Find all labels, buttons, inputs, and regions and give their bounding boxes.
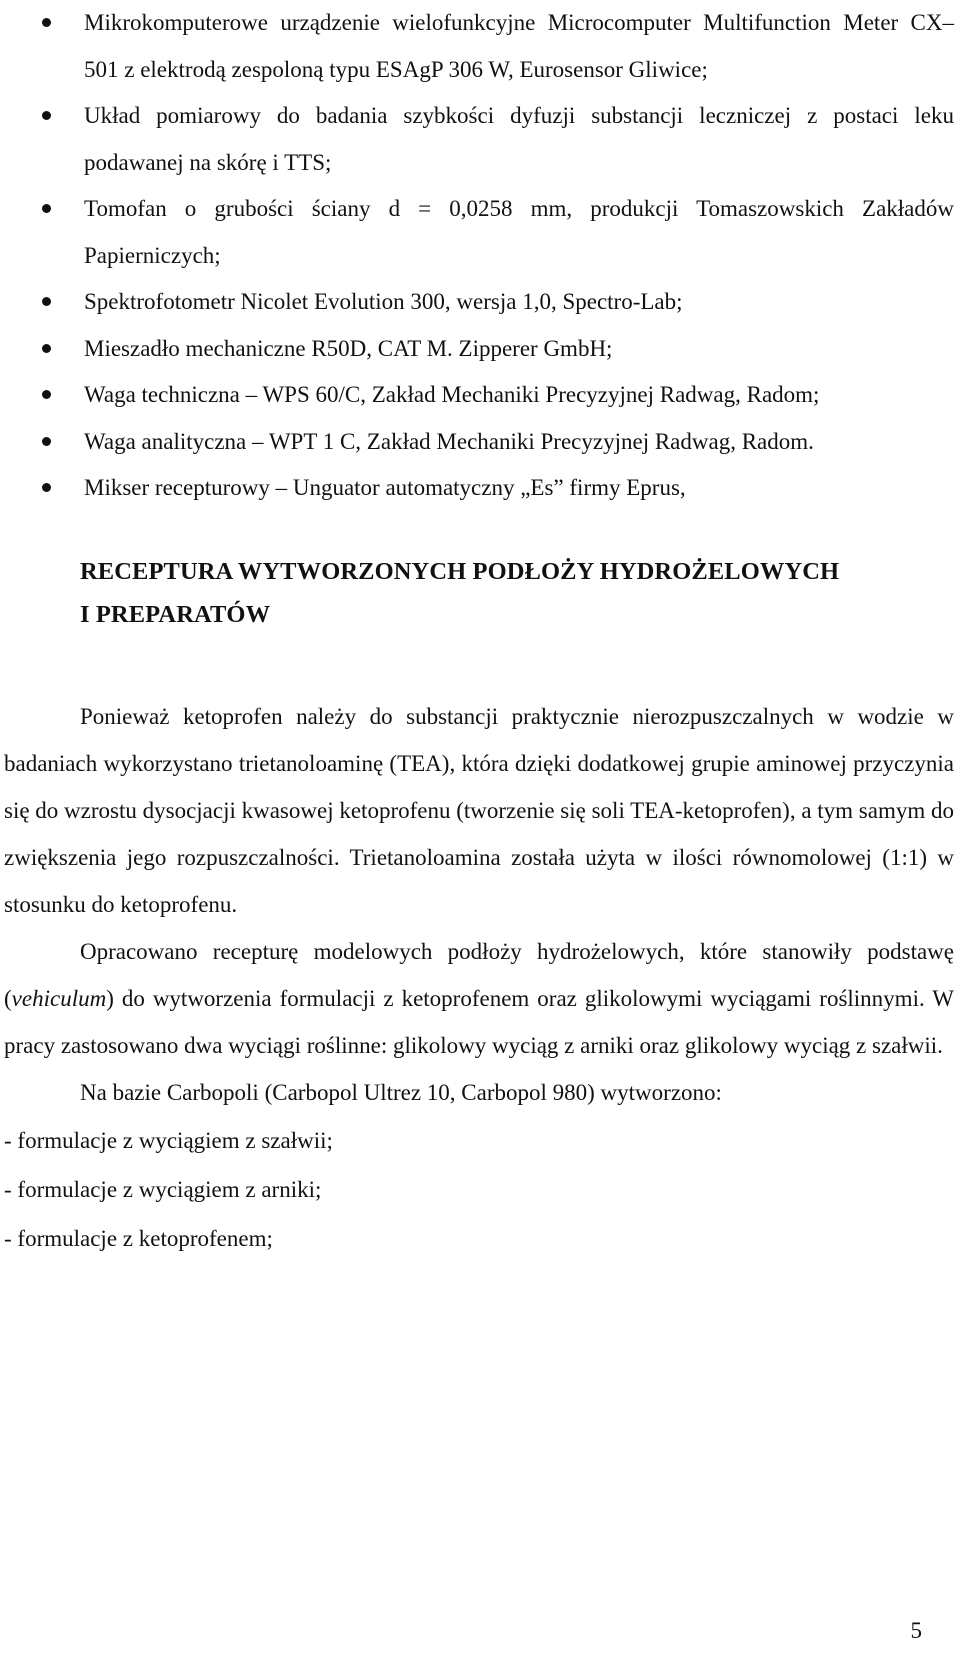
list-item (4, 326, 954, 373)
paragraph-carbopol: Na bazie Carbopoli (Carbopol Ultrez 10, Carbopol 980) wytworzono: (80, 1079, 722, 1105)
section-heading (4, 550, 954, 636)
formulation-list (4, 1116, 954, 1263)
equipment-list (4, 0, 954, 512)
bullet-icon (42, 483, 51, 492)
list-item (4, 465, 954, 512)
list-item (4, 93, 954, 186)
list-item-text: Tomofan o grubości ściany d = 0,0258 mm, produkcji Tomaszowskich Zakładów Papierniczych; (84, 196, 954, 268)
list-item (4, 0, 954, 93)
list-item-text: Spektrofotometr Nicolet Evolution 300, wersja 1,0, Spectro-Lab; (84, 289, 683, 314)
list-item-text: Mieszadło mechaniczne R50D, CAT M. Zipperer GmbH; (84, 335, 613, 361)
formulation-item: - formulacje z wyciągiem z szałwii; (4, 1127, 333, 1153)
list-item (4, 186, 954, 279)
list-item-text: Mikser recepturowy – Unguator automatyczny „Es” firmy Eprus, (84, 475, 686, 500)
paragraph-text: ) do wytworzenia formulacji z ketoprofenem oraz glikolowymi wyciągami roślinnymi. W pracy zastosowano dwa wyciągi roślinne: glikolowy wyciąg z arniki oraz glikolowy wyciąg z szałwii. (4, 985, 954, 1058)
formulation-item: - formulacje z wyciągiem z arniki; (4, 1176, 322, 1202)
bullet-icon (42, 390, 51, 399)
page-content (4, 0, 954, 1263)
list-item-text: Układ pomiarowy do badania szybkości dyfuzji substancji leczniczej z postaci leku podawanej na skórę i TTS; (84, 103, 954, 175)
bullet-icon (42, 111, 51, 120)
bullet-icon (42, 297, 51, 306)
bullet-icon (42, 437, 51, 446)
list-item (4, 372, 954, 419)
section-heading-line: I PREPARATÓW (80, 600, 271, 628)
bullet-icon (42, 18, 51, 27)
bullet-icon (42, 204, 51, 213)
section-heading-line: RECEPTURA WYTWORZONYCH PODŁOŻY HYDROŻELOWYCH (80, 557, 840, 585)
list-item (4, 279, 954, 326)
bullet-icon (42, 344, 51, 353)
page-number: 5 (910, 1618, 922, 1643)
list-item-text: Waga techniczna – WPS 60/C, Zakład Mechaniki Precyzyjnej Radwag, Radom; (84, 382, 820, 407)
list-item-text: Mikrokomputerowe urządzenie wielofunkcyjne Microcomputer Multifunction Meter CX– 501 z elektrodą zespoloną typu ESAgP 306 W, Eurosensor Gliwice; (84, 10, 954, 82)
list-item (4, 419, 954, 466)
formulation-item: - formulacje z ketoprofenem; (4, 1225, 273, 1251)
paragraph-ketoprofen-solubility: Ponieważ ketoprofen należy do substancji praktycznie nierozpuszczalnych w wodzie w badaniach wykorzystano trietanoloaminę (TEA), która dzięki dodatkowej grupie aminowej przyczynia się do wzrostu dysocjacji kwasowej ketoprofenu (tworzenie się soli TEA-ketoprofen), a tym samym do zwiększenia jego rozpuszczalności. Trietanoloamina została użyta w ilości równomolowej (1:1) w stosunku do ketoprofenu. (4, 703, 954, 917)
paragraph-vehiculum (4, 928, 954, 1069)
paragraph-text: Opracowano recepturę modelowych podłoży hydrożelowych, które stanowiły podstawę ( (4, 938, 954, 1011)
list-item-text: Waga analityczna – WPT 1 C, Zakład Mechaniki Precyzyjnej Radwag, Radom. (84, 428, 814, 454)
italic-term: vehiculum (11, 985, 107, 1011)
